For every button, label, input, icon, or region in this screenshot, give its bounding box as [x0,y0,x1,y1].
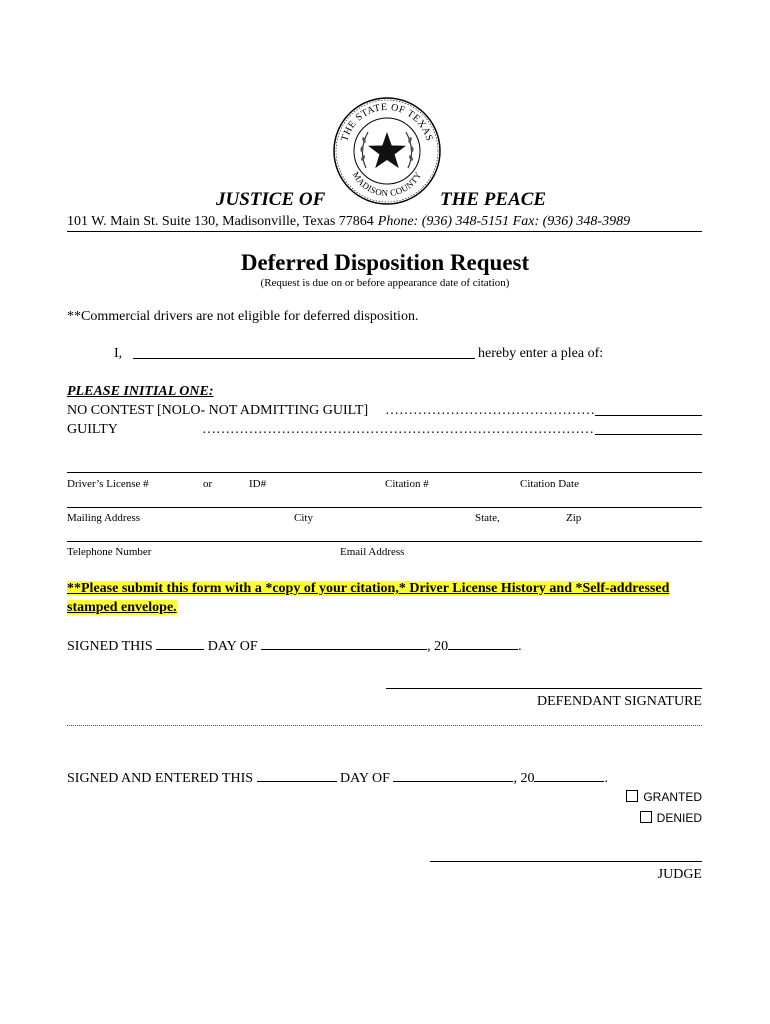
denied-checkbox[interactable] [640,811,652,823]
seal-top-text: THE STATE OF TEXAS [339,101,435,143]
seal-bottom-text: MADISON COUNTY [350,169,424,199]
header-title-right: THE PEACE [440,189,547,210]
email-label: Email Address [340,546,405,558]
form-title: Deferred Disposition Request [240,250,530,275]
form-subtitle: (Request is due on or before appearance date of citation) [260,277,510,289]
court-phone-fax: Phone: (936) 348-5151 Fax: (936) 348-3989 [377,214,631,229]
defendant-name-field[interactable] [133,346,475,359]
option-no-contest-leader: ……………………………………… [385,403,595,418]
commercial-notice: **Commercial drivers are not eligible for deferred disposition. [67,309,419,324]
or-label: or [203,478,213,490]
plea-suffix: hereby enter a plea of: [478,346,604,361]
option-guilty-label: GUILTY [67,422,118,437]
defendant-year-field[interactable] [448,637,518,650]
judge-period: . [604,771,608,786]
judge-year-prefix: , 20 [513,771,535,786]
guilty-initial-field[interactable] [595,422,702,435]
court-address-line [67,214,702,232]
defendant-day-field[interactable] [156,637,204,650]
contact-row-line[interactable] [67,541,702,542]
no-contest-initial-field[interactable] [595,403,702,416]
license-row-line[interactable] [67,472,702,473]
period: . [518,639,522,654]
granted-option[interactable] [560,790,702,804]
section-divider [67,725,702,726]
judge-year-field[interactable] [534,769,604,782]
initial-heading: PLEASE INITIAL ONE: [67,384,214,399]
drivers-license-label: Driver’s License # [67,478,149,490]
defendant-month-field[interactable] [261,637,427,650]
defendant-signature-label: DEFENDANT SIGNATURE [536,694,702,709]
option-guilty-leader: ………………………………………………………………………… [202,422,594,437]
mailing-address-label: Mailing Address [67,512,141,524]
judge-month-field[interactable] [393,769,513,782]
state-label: State, [475,512,500,524]
granted-checkbox[interactable] [626,790,638,802]
judge-day-of-label: DAY OF [340,771,390,786]
madison-county-seal [332,96,442,206]
granted-label: GRANTED [643,790,702,804]
day-of-label: DAY OF [207,639,258,654]
judge-signed-line [67,769,608,787]
signed-entered-label: SIGNED AND ENTERED THIS [67,771,254,786]
header-title-left: JUSTICE OF [216,189,326,210]
judge-day-field[interactable] [257,769,337,782]
zip-label: Zip [566,512,582,524]
star-icon [368,132,406,168]
option-no-contest-label: NO CONTEST [NOLO- NOT ADMITTING GUILT] [67,403,369,418]
year-prefix-label: , 20 [427,639,449,654]
instruction-line-2 [67,600,177,616]
denied-option[interactable] [560,811,702,825]
address-row-line[interactable] [67,507,702,508]
instruction-text-2: stamped envelope. [67,600,177,615]
denied-label: DENIED [656,811,702,825]
court-address: 101 W. Main St. Suite 130, Madisonville, Texas 77864 [67,214,374,229]
instruction-text-1: **Please submit this form with a *copy of your citation,* Driver License History and *Self-addressed [67,581,670,596]
judge-label: JUDGE [657,867,702,882]
judge-signature-field[interactable] [430,861,702,862]
citation-date-label: Citation Date [520,478,579,490]
defendant-signed-line [67,637,522,655]
instruction-line-1 [67,581,669,597]
id-label: ID# [249,478,267,490]
citation-number-label: Citation # [385,478,429,490]
telephone-label: Telephone Number [67,546,152,558]
signed-this-label: SIGNED THIS [67,639,153,654]
city-label: City [294,512,313,524]
plea-prefix: I, [114,346,123,361]
defendant-signature-field[interactable] [386,688,702,689]
